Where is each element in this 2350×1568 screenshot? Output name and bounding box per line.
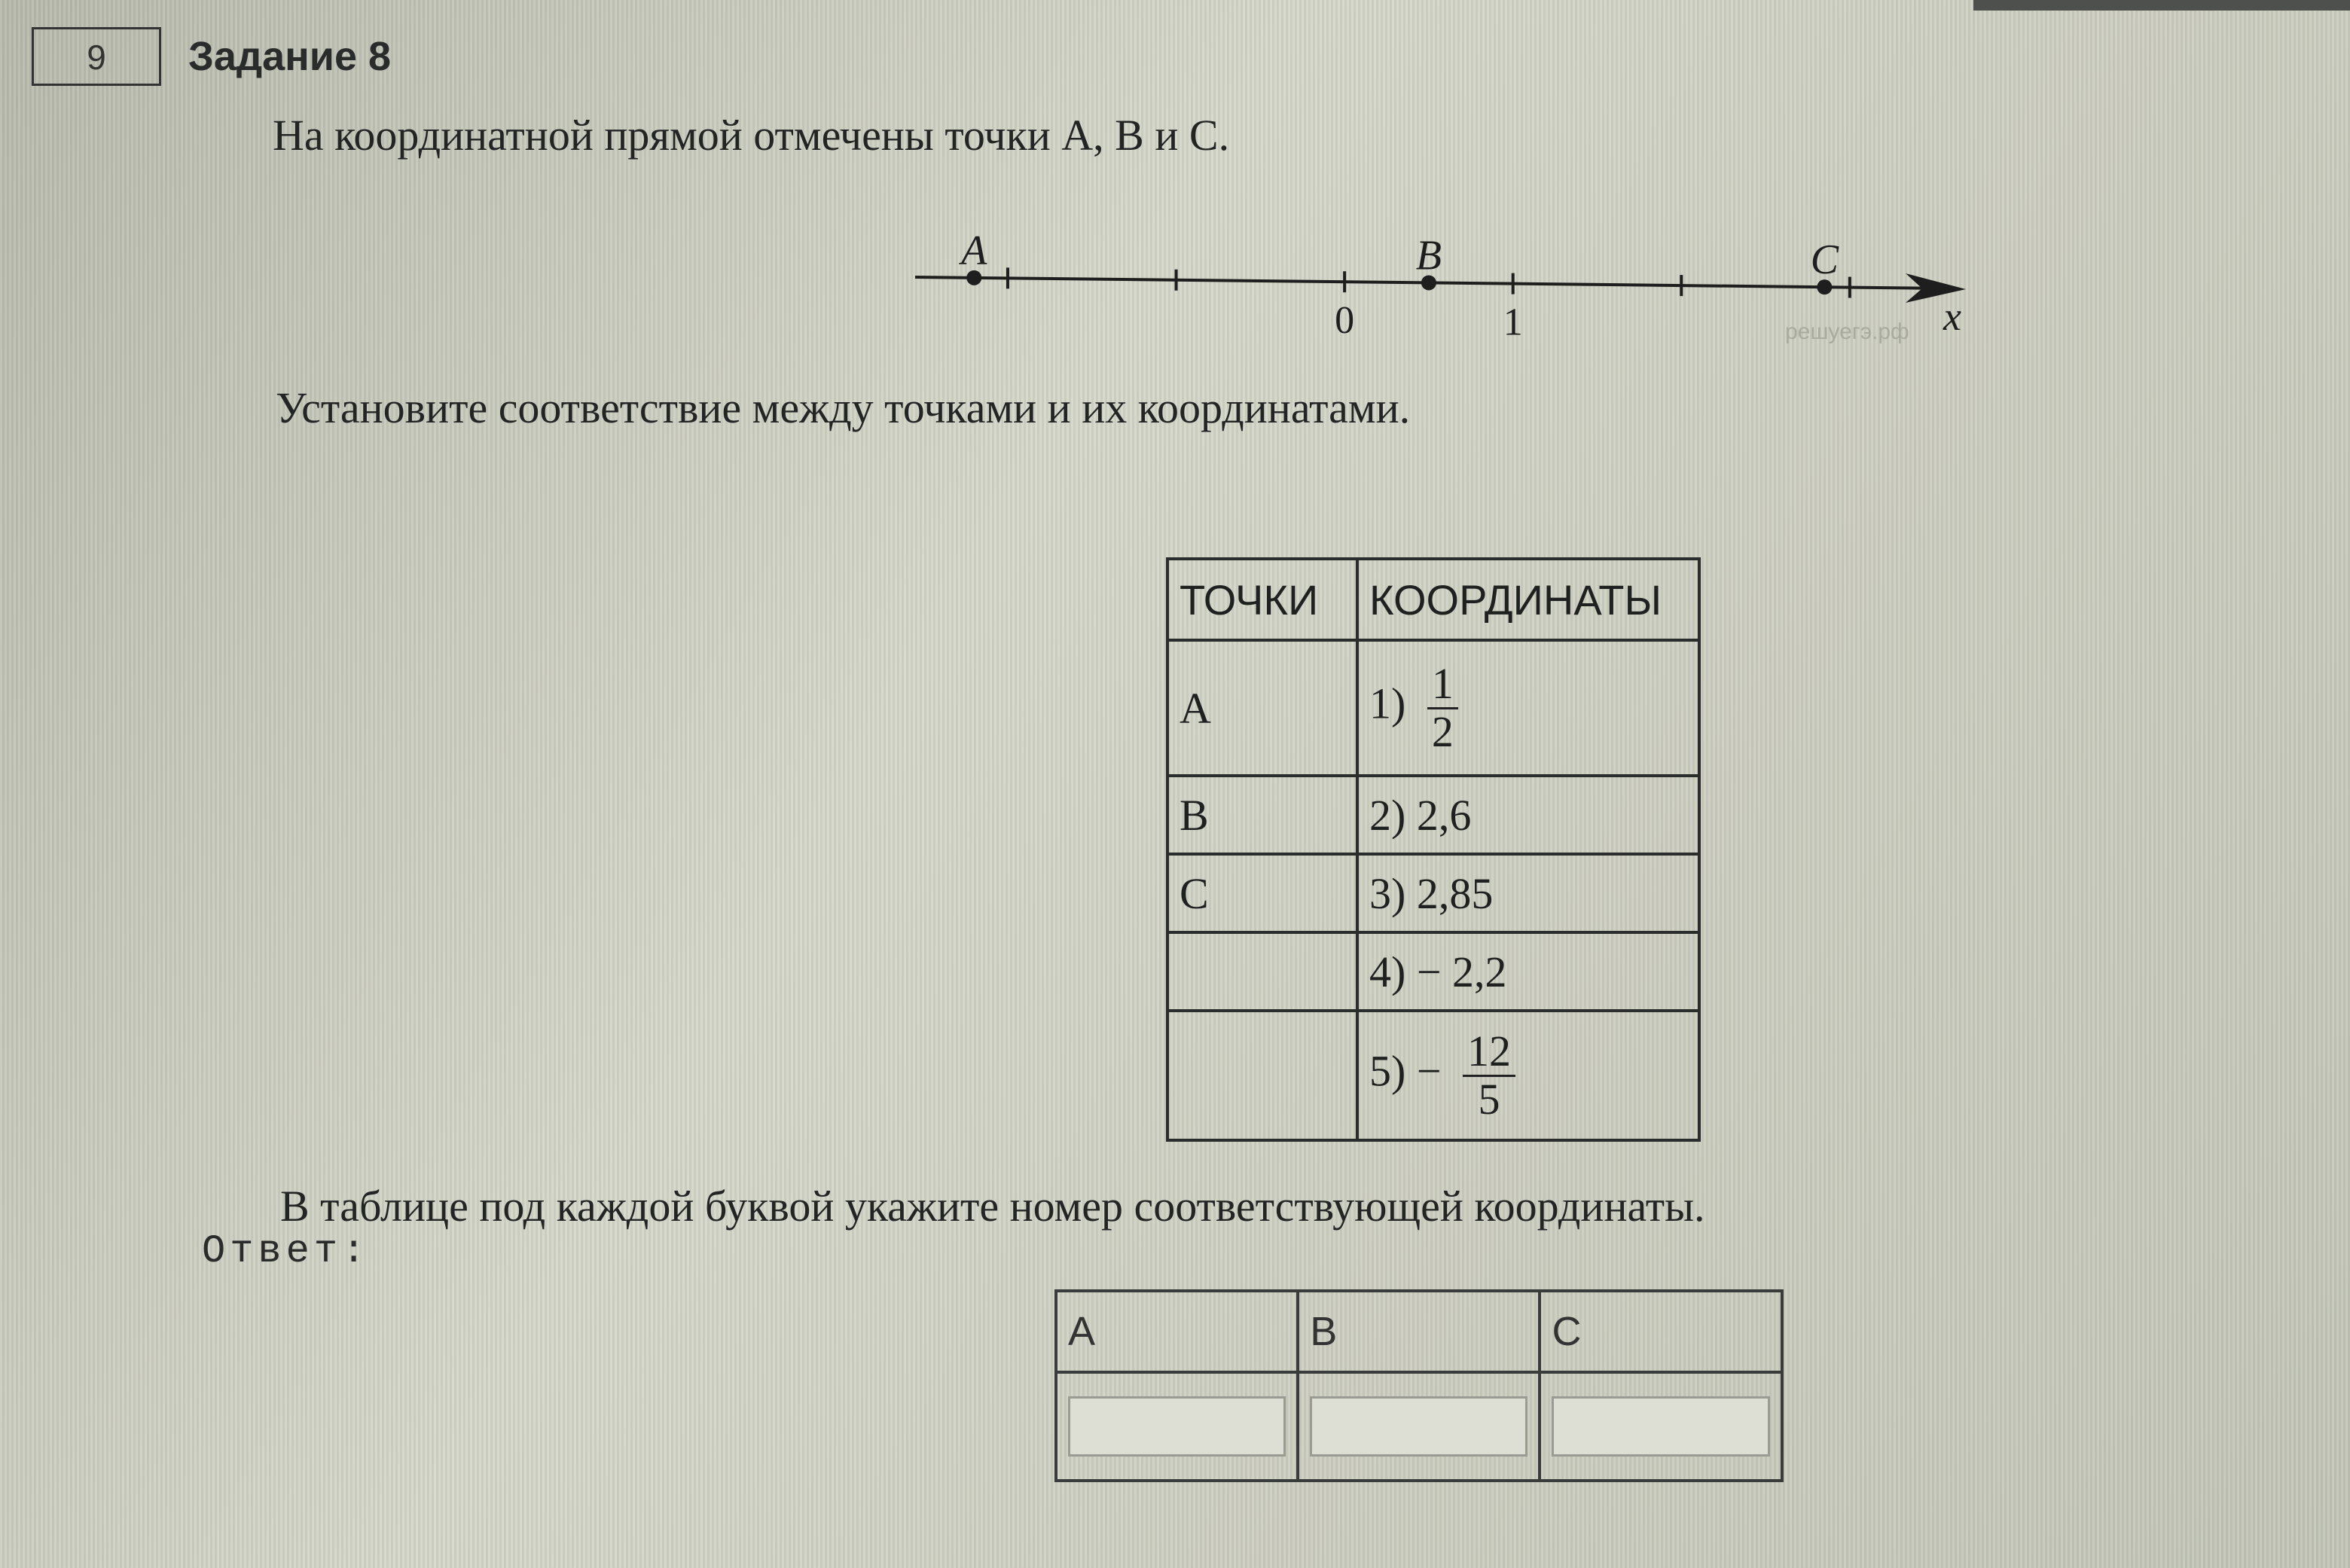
coordinates-header: КООРДИНАТЫ bbox=[1357, 559, 1699, 640]
answer-input-c[interactable] bbox=[1552, 1396, 1770, 1457]
task-number-box bbox=[32, 27, 161, 86]
matching-table bbox=[1166, 557, 1701, 1142]
point-a-label: A bbox=[961, 227, 987, 274]
point-cell: B bbox=[1167, 776, 1357, 854]
coordinate-option-1 bbox=[1357, 640, 1699, 776]
answer-input-cell bbox=[1540, 1372, 1782, 1481]
fraction-numerator: 12 bbox=[1463, 1029, 1515, 1077]
task-title: Задание 8 bbox=[188, 34, 392, 79]
point-cell bbox=[1167, 1011, 1357, 1140]
problem-statement: На координатной прямой отмечены точки A, B и C. bbox=[273, 111, 1230, 160]
table-row bbox=[1167, 1011, 1699, 1140]
option-1-prefix: 1) bbox=[1369, 679, 1406, 728]
fraction-one-half bbox=[1427, 658, 1458, 756]
fraction-denominator: 2 bbox=[1431, 706, 1454, 756]
top-edge-bar bbox=[1973, 0, 2350, 11]
coordinate-option-5 bbox=[1357, 1011, 1699, 1140]
axis-label: x bbox=[1943, 294, 1961, 339]
answer-column-c: C bbox=[1540, 1291, 1782, 1372]
answer-column-a: A bbox=[1056, 1291, 1298, 1372]
table-row bbox=[1167, 640, 1699, 776]
task-number: 9 bbox=[87, 38, 106, 77]
table-row bbox=[1167, 776, 1699, 854]
point-cell bbox=[1167, 932, 1357, 1011]
coordinate-option-2: 2) 2,6 bbox=[1357, 776, 1699, 854]
answer-input-cell bbox=[1298, 1372, 1540, 1481]
answer-input-row bbox=[1056, 1372, 1782, 1481]
watermark: решуегэ.рф bbox=[1785, 319, 1909, 344]
fraction-denominator: 5 bbox=[1478, 1074, 1500, 1124]
tick-label: 0 bbox=[1335, 299, 1355, 343]
answer-table bbox=[1054, 1289, 1784, 1482]
answer-input-cell bbox=[1056, 1372, 1298, 1481]
point-cell: A bbox=[1167, 640, 1357, 776]
tick-label: 1 bbox=[1503, 300, 1523, 344]
instruction-text: Установите соответствие между точками и их координатами. bbox=[276, 383, 1411, 432]
answer-column-b: B bbox=[1298, 1291, 1540, 1372]
points-header: ТОЧКИ bbox=[1167, 559, 1357, 640]
answer-label: Ответ: bbox=[202, 1229, 371, 1274]
number-line bbox=[904, 218, 1973, 369]
matching-header-row bbox=[1167, 559, 1699, 640]
fraction-twelve-fifths bbox=[1463, 1026, 1515, 1124]
coordinate-option-4: 4) − 2,2 bbox=[1357, 932, 1699, 1011]
table-row bbox=[1167, 854, 1699, 932]
point-cell: C bbox=[1167, 854, 1357, 932]
answer-input-a[interactable] bbox=[1068, 1396, 1286, 1457]
fraction-numerator: 1 bbox=[1427, 661, 1458, 709]
point-c-label: C bbox=[1810, 236, 1839, 284]
answer-header-row bbox=[1056, 1291, 1782, 1372]
answer-input-b[interactable] bbox=[1310, 1396, 1528, 1457]
option-5-prefix: 5) − bbox=[1369, 1046, 1442, 1096]
table-row bbox=[1167, 932, 1699, 1011]
coordinate-option-3: 3) 2,85 bbox=[1357, 854, 1699, 932]
point-b-label: B bbox=[1415, 232, 1442, 279]
fill-instruction-text: В таблице под каждой буквой укажите номер соответствующей координаты. bbox=[280, 1182, 1705, 1231]
